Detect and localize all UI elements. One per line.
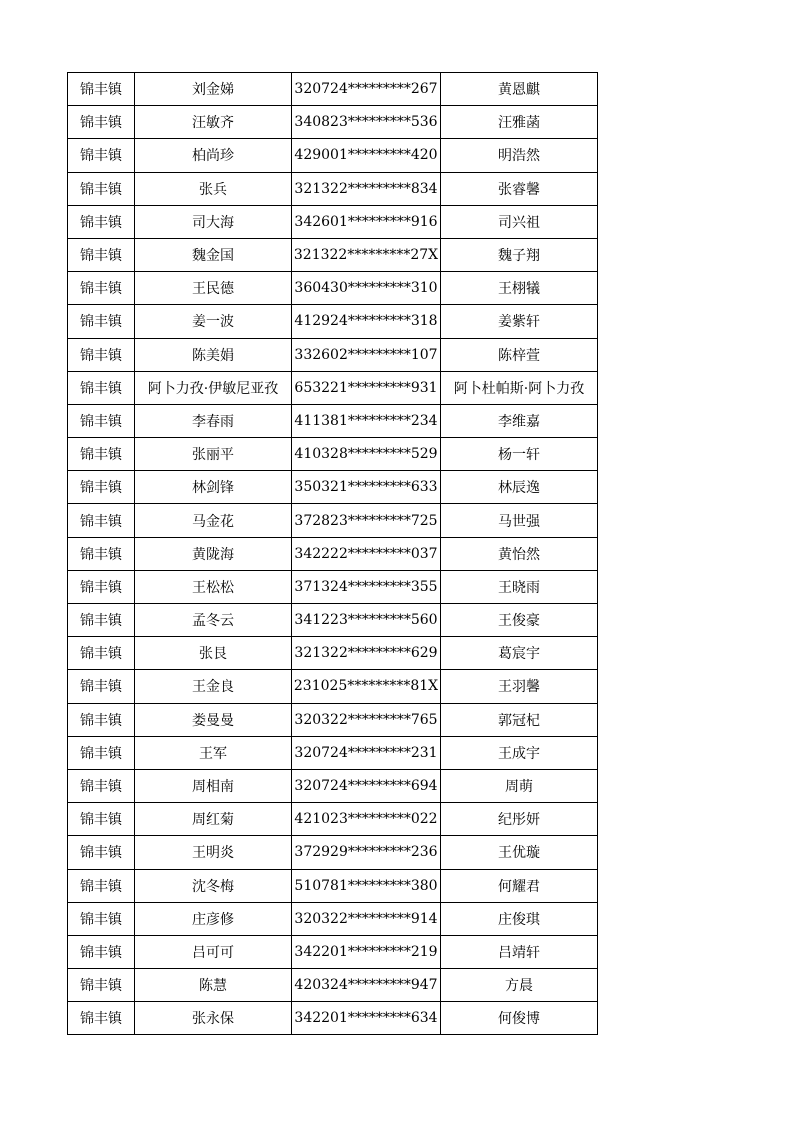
id-number-cell: 321322*********629 xyxy=(292,637,441,670)
town-cell: 锦丰镇 xyxy=(68,106,135,139)
id-number-cell: 320724*********267 xyxy=(292,73,441,106)
table-row xyxy=(68,836,598,869)
table-row xyxy=(68,371,598,404)
relative-name-cell: 周萌 xyxy=(441,769,598,802)
name-cell: 司大海 xyxy=(135,205,292,238)
id-number-cell: 653221*********931 xyxy=(292,371,441,404)
relative-name-cell: 王羽馨 xyxy=(441,670,598,703)
id-number-cell: 321322*********27X xyxy=(292,238,441,271)
id-number-cell: 320724*********694 xyxy=(292,769,441,802)
town-cell: 锦丰镇 xyxy=(68,305,135,338)
town-cell: 锦丰镇 xyxy=(68,404,135,437)
table-row xyxy=(68,272,598,305)
town-cell: 锦丰镇 xyxy=(68,1002,135,1035)
table-row xyxy=(68,769,598,802)
table-row xyxy=(68,670,598,703)
name-cell: 娄曼曼 xyxy=(135,703,292,736)
table-row xyxy=(68,570,598,603)
table-row xyxy=(68,902,598,935)
name-cell: 王明炎 xyxy=(135,836,292,869)
relative-name-cell: 葛宸宇 xyxy=(441,637,598,670)
name-cell: 黄陇海 xyxy=(135,537,292,570)
table-row xyxy=(68,637,598,670)
id-number-cell: 342201*********634 xyxy=(292,1002,441,1035)
table-row xyxy=(68,106,598,139)
town-cell: 锦丰镇 xyxy=(68,438,135,471)
name-cell: 王金良 xyxy=(135,670,292,703)
id-number-cell: 410328*********529 xyxy=(292,438,441,471)
name-cell: 周相南 xyxy=(135,769,292,802)
relative-name-cell: 王栩犠 xyxy=(441,272,598,305)
town-cell: 锦丰镇 xyxy=(68,570,135,603)
relative-name-cell: 黄怡然 xyxy=(441,537,598,570)
id-number-cell: 372823*********725 xyxy=(292,504,441,537)
id-number-cell: 371324*********355 xyxy=(292,570,441,603)
table-row xyxy=(68,172,598,205)
id-number-cell: 342222*********037 xyxy=(292,537,441,570)
town-cell: 锦丰镇 xyxy=(68,769,135,802)
id-number-cell: 510781*********380 xyxy=(292,869,441,902)
name-cell: 陈慧 xyxy=(135,969,292,1002)
id-number-cell: 420324*********947 xyxy=(292,969,441,1002)
name-cell: 魏金国 xyxy=(135,238,292,271)
relative-name-cell: 何耀君 xyxy=(441,869,598,902)
relative-name-cell: 纪彤妍 xyxy=(441,803,598,836)
name-cell: 王松松 xyxy=(135,570,292,603)
town-cell: 锦丰镇 xyxy=(68,338,135,371)
town-cell: 锦丰镇 xyxy=(68,604,135,637)
town-cell: 锦丰镇 xyxy=(68,139,135,172)
id-number-cell: 342201*********219 xyxy=(292,935,441,968)
name-cell: 陈美娟 xyxy=(135,338,292,371)
name-cell: 周红菊 xyxy=(135,803,292,836)
table-row xyxy=(68,471,598,504)
relative-name-cell: 庄俊琪 xyxy=(441,902,598,935)
table-row xyxy=(68,205,598,238)
table-row xyxy=(68,238,598,271)
name-cell: 张艮 xyxy=(135,637,292,670)
id-number-cell: 342601*********916 xyxy=(292,205,441,238)
relative-name-cell: 司兴祖 xyxy=(441,205,598,238)
name-cell: 张永保 xyxy=(135,1002,292,1035)
roster-table xyxy=(67,72,598,1035)
table-row xyxy=(68,139,598,172)
table-row xyxy=(68,537,598,570)
name-cell: 张丽平 xyxy=(135,438,292,471)
relative-name-cell: 杨一轩 xyxy=(441,438,598,471)
table-row xyxy=(68,305,598,338)
town-cell: 锦丰镇 xyxy=(68,205,135,238)
id-number-cell: 411381*********234 xyxy=(292,404,441,437)
id-number-cell: 320322*********765 xyxy=(292,703,441,736)
table-row xyxy=(68,404,598,437)
relative-name-cell: 张睿馨 xyxy=(441,172,598,205)
relative-name-cell: 王优璇 xyxy=(441,836,598,869)
name-cell: 阿卜力孜·伊敏尼亚孜 xyxy=(135,371,292,404)
relative-name-cell: 明浩然 xyxy=(441,139,598,172)
id-number-cell: 340823*********536 xyxy=(292,106,441,139)
town-cell: 锦丰镇 xyxy=(68,902,135,935)
name-cell: 张兵 xyxy=(135,172,292,205)
town-cell: 锦丰镇 xyxy=(68,637,135,670)
relative-name-cell: 黄恩麒 xyxy=(441,73,598,106)
relative-name-cell: 李维嘉 xyxy=(441,404,598,437)
name-cell: 马金花 xyxy=(135,504,292,537)
town-cell: 锦丰镇 xyxy=(68,471,135,504)
relative-name-cell: 何俊博 xyxy=(441,1002,598,1035)
table-row xyxy=(68,73,598,106)
name-cell: 孟冬云 xyxy=(135,604,292,637)
table-row xyxy=(68,1002,598,1035)
name-cell: 林剑锋 xyxy=(135,471,292,504)
town-cell: 锦丰镇 xyxy=(68,172,135,205)
town-cell: 锦丰镇 xyxy=(68,869,135,902)
name-cell: 王民德 xyxy=(135,272,292,305)
table-row xyxy=(68,803,598,836)
name-cell: 姜一波 xyxy=(135,305,292,338)
relative-name-cell: 汪雅菡 xyxy=(441,106,598,139)
relative-name-cell: 郭冠杞 xyxy=(441,703,598,736)
relative-name-cell: 王晓雨 xyxy=(441,570,598,603)
id-number-cell: 412924*********318 xyxy=(292,305,441,338)
table-row xyxy=(68,438,598,471)
town-cell: 锦丰镇 xyxy=(68,703,135,736)
relative-name-cell: 陈梓萱 xyxy=(441,338,598,371)
id-number-cell: 372929*********236 xyxy=(292,836,441,869)
name-cell: 庄彦修 xyxy=(135,902,292,935)
table-row xyxy=(68,969,598,1002)
id-number-cell: 421023*********022 xyxy=(292,803,441,836)
town-cell: 锦丰镇 xyxy=(68,272,135,305)
relative-name-cell: 魏子翔 xyxy=(441,238,598,271)
id-number-cell: 360430*********310 xyxy=(292,272,441,305)
table-row xyxy=(68,338,598,371)
relative-name-cell: 吕靖轩 xyxy=(441,935,598,968)
name-cell: 沈冬梅 xyxy=(135,869,292,902)
id-number-cell: 341223*********560 xyxy=(292,604,441,637)
id-number-cell: 321322*********834 xyxy=(292,172,441,205)
town-cell: 锦丰镇 xyxy=(68,73,135,106)
name-cell: 柏尚珍 xyxy=(135,139,292,172)
relative-name-cell: 阿卜杜帕斯·阿卜力孜 xyxy=(441,371,598,404)
town-cell: 锦丰镇 xyxy=(68,836,135,869)
name-cell: 刘金娣 xyxy=(135,73,292,106)
name-cell: 王军 xyxy=(135,736,292,769)
table-row xyxy=(68,504,598,537)
town-cell: 锦丰镇 xyxy=(68,537,135,570)
town-cell: 锦丰镇 xyxy=(68,504,135,537)
town-cell: 锦丰镇 xyxy=(68,935,135,968)
relative-name-cell: 林辰逸 xyxy=(441,471,598,504)
relative-name-cell: 王成宇 xyxy=(441,736,598,769)
name-cell: 李春雨 xyxy=(135,404,292,437)
table-row xyxy=(68,935,598,968)
name-cell: 汪敏齐 xyxy=(135,106,292,139)
id-number-cell: 332602*********107 xyxy=(292,338,441,371)
id-number-cell: 429001*********420 xyxy=(292,139,441,172)
roster-body xyxy=(68,73,598,1035)
town-cell: 锦丰镇 xyxy=(68,238,135,271)
id-number-cell: 320322*********914 xyxy=(292,902,441,935)
relative-name-cell: 姜紫轩 xyxy=(441,305,598,338)
table-row xyxy=(68,604,598,637)
town-cell: 锦丰镇 xyxy=(68,969,135,1002)
table-row xyxy=(68,736,598,769)
name-cell: 吕可可 xyxy=(135,935,292,968)
relative-name-cell: 王俊豪 xyxy=(441,604,598,637)
town-cell: 锦丰镇 xyxy=(68,736,135,769)
table-row xyxy=(68,703,598,736)
id-number-cell: 231025*********81X xyxy=(292,670,441,703)
id-number-cell: 320724*********231 xyxy=(292,736,441,769)
id-number-cell: 350321*********633 xyxy=(292,471,441,504)
town-cell: 锦丰镇 xyxy=(68,371,135,404)
table-row xyxy=(68,869,598,902)
relative-name-cell: 马世强 xyxy=(441,504,598,537)
town-cell: 锦丰镇 xyxy=(68,670,135,703)
town-cell: 锦丰镇 xyxy=(68,803,135,836)
relative-name-cell: 方晨 xyxy=(441,969,598,1002)
